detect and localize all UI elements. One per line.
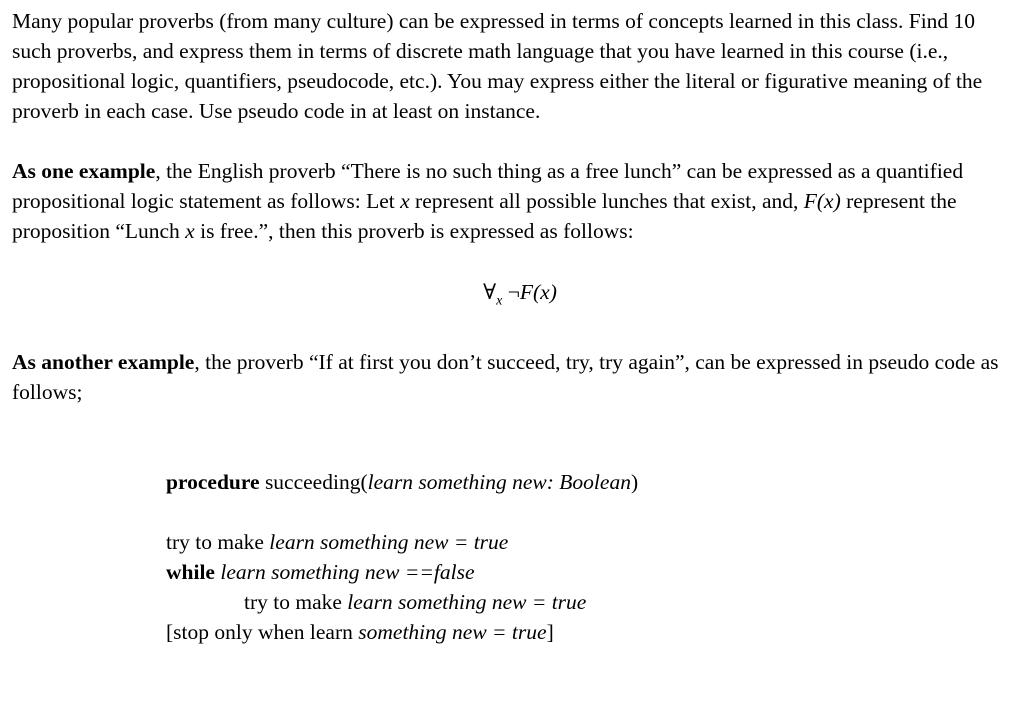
- predicate-fx: F(x): [803, 189, 841, 213]
- code-line-try-b: learn something new = true: [269, 530, 509, 555]
- negation-symbol: ¬: [507, 280, 520, 304]
- example-one-paragraph: [12, 156, 1016, 246]
- while-condition: learn something new ==false: [214, 560, 475, 585]
- logic-formula: [24, 277, 1016, 316]
- while-line: [166, 557, 1016, 587]
- procedure-param: learn something new: Boolean: [367, 470, 631, 495]
- example-one-text-2: represent all possible lunches that exist, and,: [409, 189, 804, 213]
- variable-x: x: [400, 189, 410, 213]
- quantifier-subscript: x: [496, 293, 503, 309]
- loop-body-a: try to make: [244, 590, 348, 615]
- example-one-lead: As one example: [12, 159, 156, 183]
- procedure-keyword: procedure: [166, 470, 260, 495]
- procedure-line: [166, 467, 1016, 497]
- example-two-paragraph: [12, 347, 1016, 407]
- code-line-try: [166, 527, 1016, 557]
- instructions-paragraph: Many popular proverbs (from many culture) can be expressed in terms of concepts learned in this class. Find 10 such proverbs, and express them in terms of discrete math language that you have learned in this course (i.e., propositional logic, quantifiers, pseudocode, etc.). You may express either the literal or figurative meaning of the proverb in each case. Use pseudo code in at least on instance.: [12, 9, 983, 123]
- stop-b: something new = true: [358, 620, 547, 645]
- example-two-text: , the proverb “If at first you don’t succeed, try, try again”, can be expressed in pseudo code as follows;: [12, 350, 999, 405]
- while-keyword: while: [166, 560, 215, 585]
- example-two-lead: As another example: [12, 350, 195, 375]
- stop-c: ]: [546, 620, 554, 645]
- code-line-stop: [166, 617, 1016, 647]
- code-line-loop-body: [166, 587, 1016, 617]
- example-one-text-1: , the English proverb “There is no such thing as a free lunch” can be expressed as a quantified propositional logic statement as follows: Let: [12, 159, 964, 213]
- document-body: [12, 6, 1016, 647]
- procedure-close: ): [630, 470, 639, 495]
- loop-body-b: learn something new = true: [347, 590, 587, 615]
- forall-quantifier: [483, 280, 503, 309]
- variable-x-2: x: [185, 219, 195, 243]
- example-one-text-3: represent the proposition “Lunch: [12, 189, 957, 243]
- code-line-try-a: try to make: [166, 530, 270, 555]
- stop-a: [stop only when learn: [166, 620, 359, 645]
- forall-symbol: ∀: [483, 280, 497, 304]
- pseudocode-block: [166, 467, 1016, 647]
- formula-predicate: F(x): [519, 280, 557, 304]
- procedure-name: succeeding(: [259, 470, 368, 495]
- example-one-text-4: is free.”, then this proverb is expressed as follows:: [194, 219, 634, 243]
